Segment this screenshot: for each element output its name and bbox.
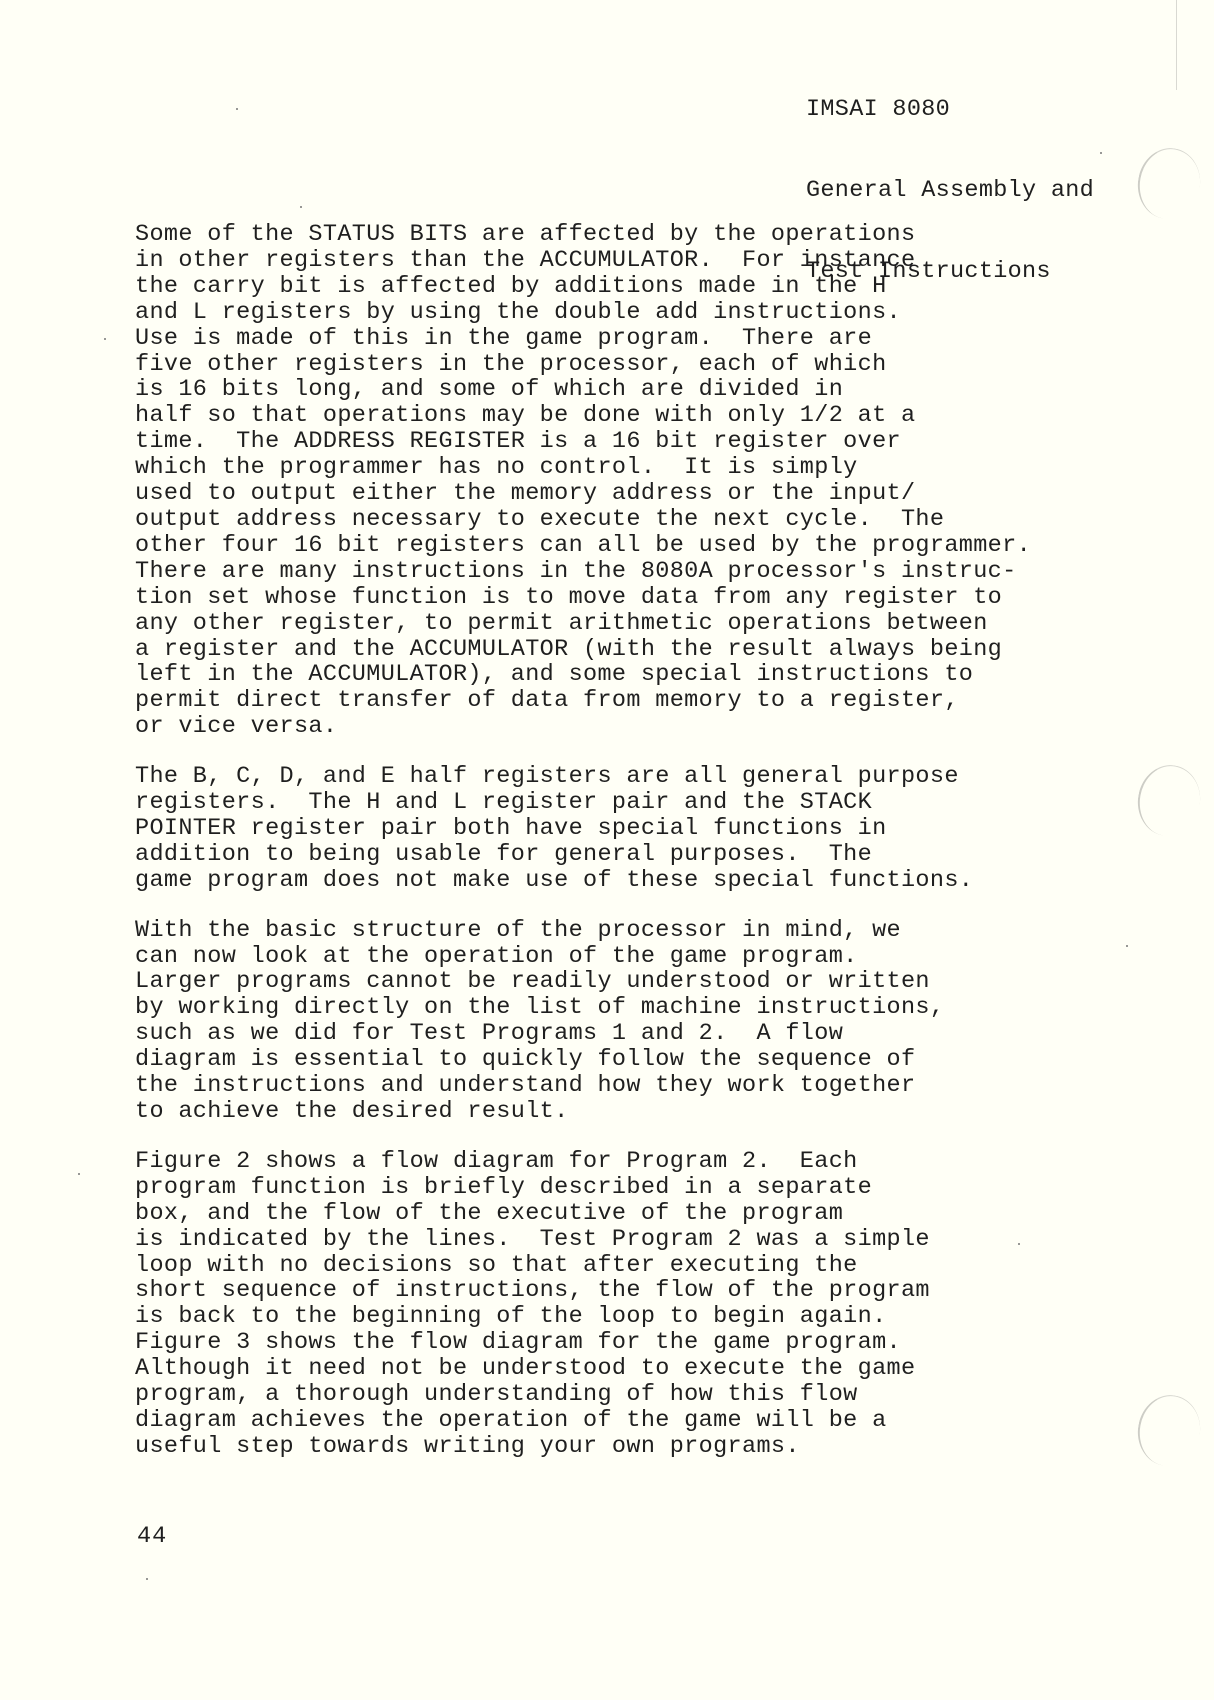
- page-edge-shadow: [1176, 0, 1177, 90]
- text-line: loop with no decisions so that after executing the: [135, 1251, 858, 1279]
- text-line: addition to being usable for general purposes. The: [135, 840, 873, 868]
- text-line: used to output either the memory address or the input/: [135, 480, 916, 508]
- text-line: useful step towards writing your own programs.: [135, 1432, 800, 1460]
- text-line: box, and the flow of the executive of the program: [135, 1199, 844, 1227]
- text-line: registers. The H and L register pair and the STACK: [135, 789, 873, 817]
- text-line: left in the ACCUMULATOR), and some special instructions to: [135, 661, 974, 689]
- text-line: other four 16 bit registers can all be used by the programmer.: [135, 531, 1032, 559]
- text-line: Some of the STATUS BITS are affected by the operations: [135, 221, 916, 248]
- text-line: game program does not make use of these special functions.: [135, 866, 974, 894]
- page-number: 44: [137, 1523, 168, 1550]
- punch-hole-top: [1132, 143, 1205, 224]
- paper-speck: [300, 206, 302, 208]
- text-line: time. The ADDRESS REGISTER is a 16 bit register over: [135, 428, 901, 456]
- text-line: program function is briefly described in a separate: [135, 1173, 873, 1201]
- text-line: Figure 2 shows a flow diagram for Program 2. Each: [135, 1147, 858, 1175]
- text-line: Use is made of this in the game program. There are: [135, 324, 873, 352]
- text-line: POINTER register pair both have special functions in: [135, 814, 887, 842]
- text-line: Figure 3 shows the flow diagram for the game program.: [135, 1329, 901, 1357]
- text-line: is indicated by the lines. Test Program 2 was a simple: [135, 1225, 930, 1253]
- text-line: is 16 bits long, and some of which are divided in: [135, 376, 844, 404]
- text-line: tion set whose function is to move data from any register to: [135, 583, 1003, 611]
- text-line: output address necessary to execute the next cycle. The: [135, 505, 945, 533]
- text-line: such as we did for Test Programs 1 and 2. A flow: [135, 1020, 844, 1048]
- text-line: short sequence of instructions, the flow of the program: [135, 1277, 930, 1305]
- paragraph-2: [135, 764, 1135, 894]
- paragraph-1: [135, 222, 1135, 740]
- text-line: can now look at the operation of the game program.: [135, 942, 858, 970]
- text-line: The B, C, D, and E half registers are all general purpose: [135, 763, 959, 791]
- paragraph-3: [135, 918, 1135, 1125]
- text-line: Larger programs cannot be readily understood or written: [135, 968, 930, 996]
- text-line: half so that operations may be done with only 1/2 at a: [135, 402, 916, 430]
- text-line: With the basic structure of the processor in mind, we: [135, 916, 901, 944]
- paragraph-4: [135, 1149, 1135, 1460]
- text-line: which the programmer has no control. It is simply: [135, 454, 858, 482]
- paper-speck: [78, 1173, 80, 1175]
- text-line: permit direct transfer of data from memory to a register,: [135, 687, 959, 715]
- text-line: program, a thorough understanding of how this flow: [135, 1381, 858, 1409]
- text-line: five other registers in the processor, each of which: [135, 350, 887, 378]
- text-line: the carry bit is affected by additions made in the H: [135, 272, 887, 300]
- text-line: diagram achieves the operation of the game will be a: [135, 1406, 887, 1434]
- text-line: or vice versa.: [135, 713, 338, 741]
- header-title: IMSAI 8080: [806, 96, 951, 123]
- text-line: diagram is essential to quickly follow the sequence of: [135, 1046, 916, 1074]
- punch-hole-bottom: [1132, 1390, 1205, 1471]
- text-line: to achieve the desired result.: [135, 1098, 569, 1125]
- header-subtitle: General Assembly and: [806, 177, 1095, 204]
- paper-speck: [104, 338, 106, 340]
- paper-speck: [1100, 152, 1102, 154]
- text-line: in other registers than the ACCUMULATOR. For instance: [135, 246, 916, 274]
- text-line: and L registers by using the double add instructions.: [135, 298, 901, 326]
- header-subtitle-2: Test Instructions: [806, 258, 1051, 285]
- body-text: [135, 222, 1135, 1484]
- text-line: There are many instructions in the 8080A processor's instruc-: [135, 557, 1017, 585]
- text-line: by working directly on the list of machine instructions,: [135, 994, 945, 1022]
- text-line: any other register, to permit arithmetic operations between: [135, 609, 988, 637]
- punch-hole-middle: [1132, 760, 1205, 841]
- text-line: a register and the ACCUMULATOR (with the result always being: [135, 635, 1003, 663]
- paper-speck: [146, 1578, 148, 1580]
- text-line: Although it need not be understood to execute the game: [135, 1355, 916, 1383]
- paper-speck: [236, 108, 238, 110]
- text-line: is back to the beginning of the loop to begin again.: [135, 1303, 887, 1331]
- text-line: the instructions and understand how they work together: [135, 1072, 916, 1100]
